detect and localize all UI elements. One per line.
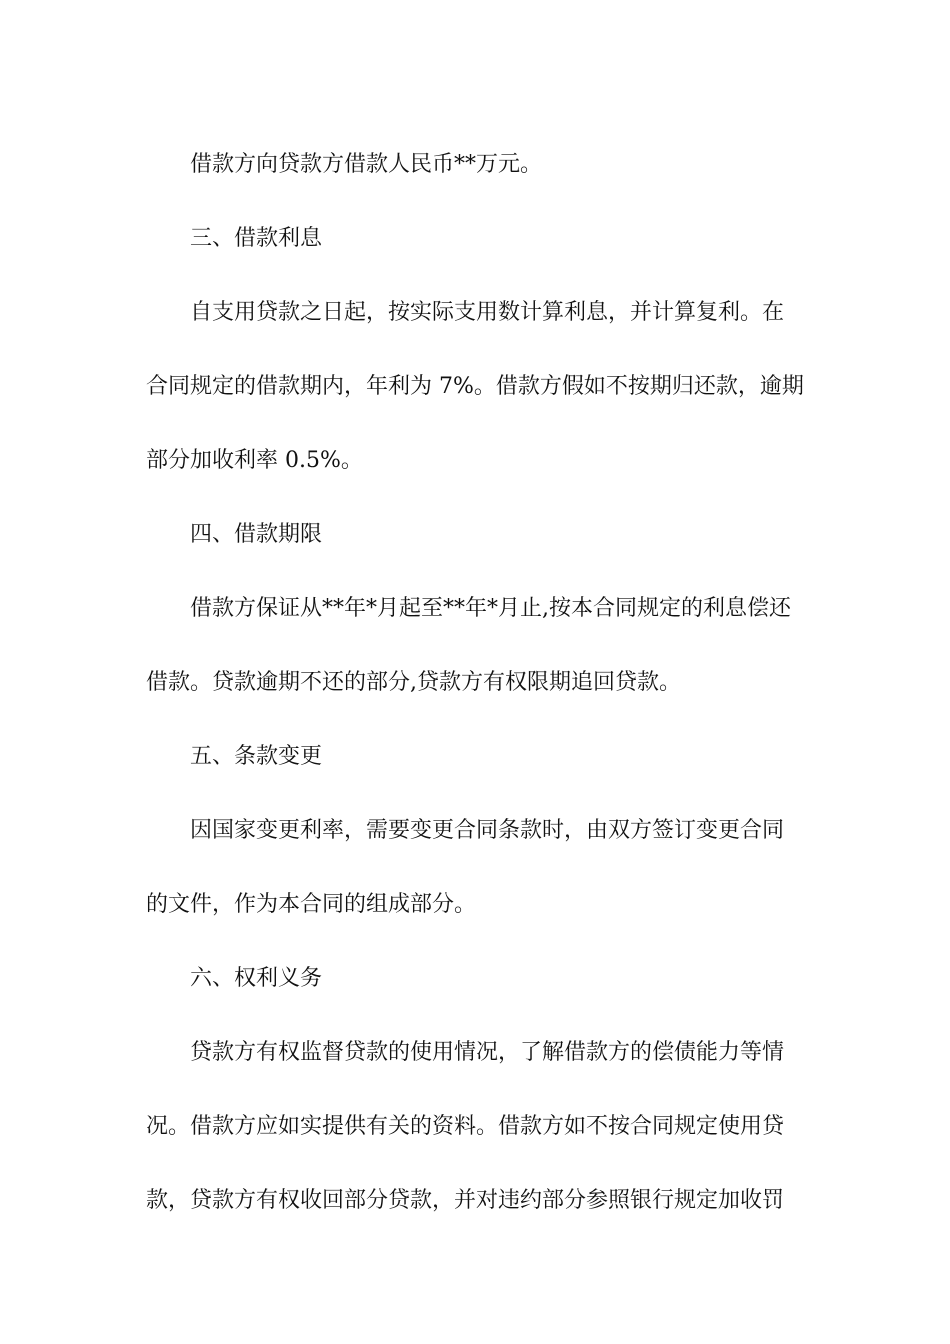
paragraph-rights (146, 1016, 810, 1238)
paragraph-loan-amount (146, 128, 810, 202)
document-body (146, 128, 810, 1238)
text-line: 借款方向贷款方借款人民币**万元。 (190, 152, 543, 177)
section-heading-interest: 三、借款利息 (190, 226, 323, 251)
text-line: 借款。贷款逾期不还的部分,贷款方有权限期追回贷款。 (146, 670, 681, 695)
paragraph-interest (146, 276, 810, 498)
text-line: 合同规定的借款期内，年利为 7%。借款方假如不按期归还款，逾期 (146, 374, 804, 399)
text-line: 款，贷款方有权收回部分贷款，并对违约部分参照银行规定加收罚 (146, 1188, 785, 1213)
paragraph-amendment (146, 794, 810, 942)
text-line: 自支用贷款之日起，按实际支用数计算利息，并计算复利。在 (190, 300, 785, 325)
text-line: 部分加收利率 0.5%。 (146, 448, 363, 473)
section-heading-term: 四、借款期限 (190, 522, 323, 547)
text-line: 况。借款方应如实提供有关的资料。借款方如不按合同规定使用贷 (146, 1114, 785, 1139)
text-line: 的文件，作为本合同的组成部分。 (146, 892, 477, 917)
text-line: 贷款方有权监督贷款的使用情况，了解借款方的偿债能力等情 (190, 1040, 785, 1065)
paragraph-term (146, 572, 810, 720)
section-heading-amendment: 五、条款变更 (190, 744, 323, 769)
section-heading-rights: 六、权利义务 (190, 966, 323, 991)
text-line: 借款方保证从**年*月起至**年*月止,按本合同规定的利息偿还 (190, 596, 791, 621)
text-line: 因国家变更利率，需要变更合同条款时，由双方签订变更合同 (190, 818, 785, 843)
